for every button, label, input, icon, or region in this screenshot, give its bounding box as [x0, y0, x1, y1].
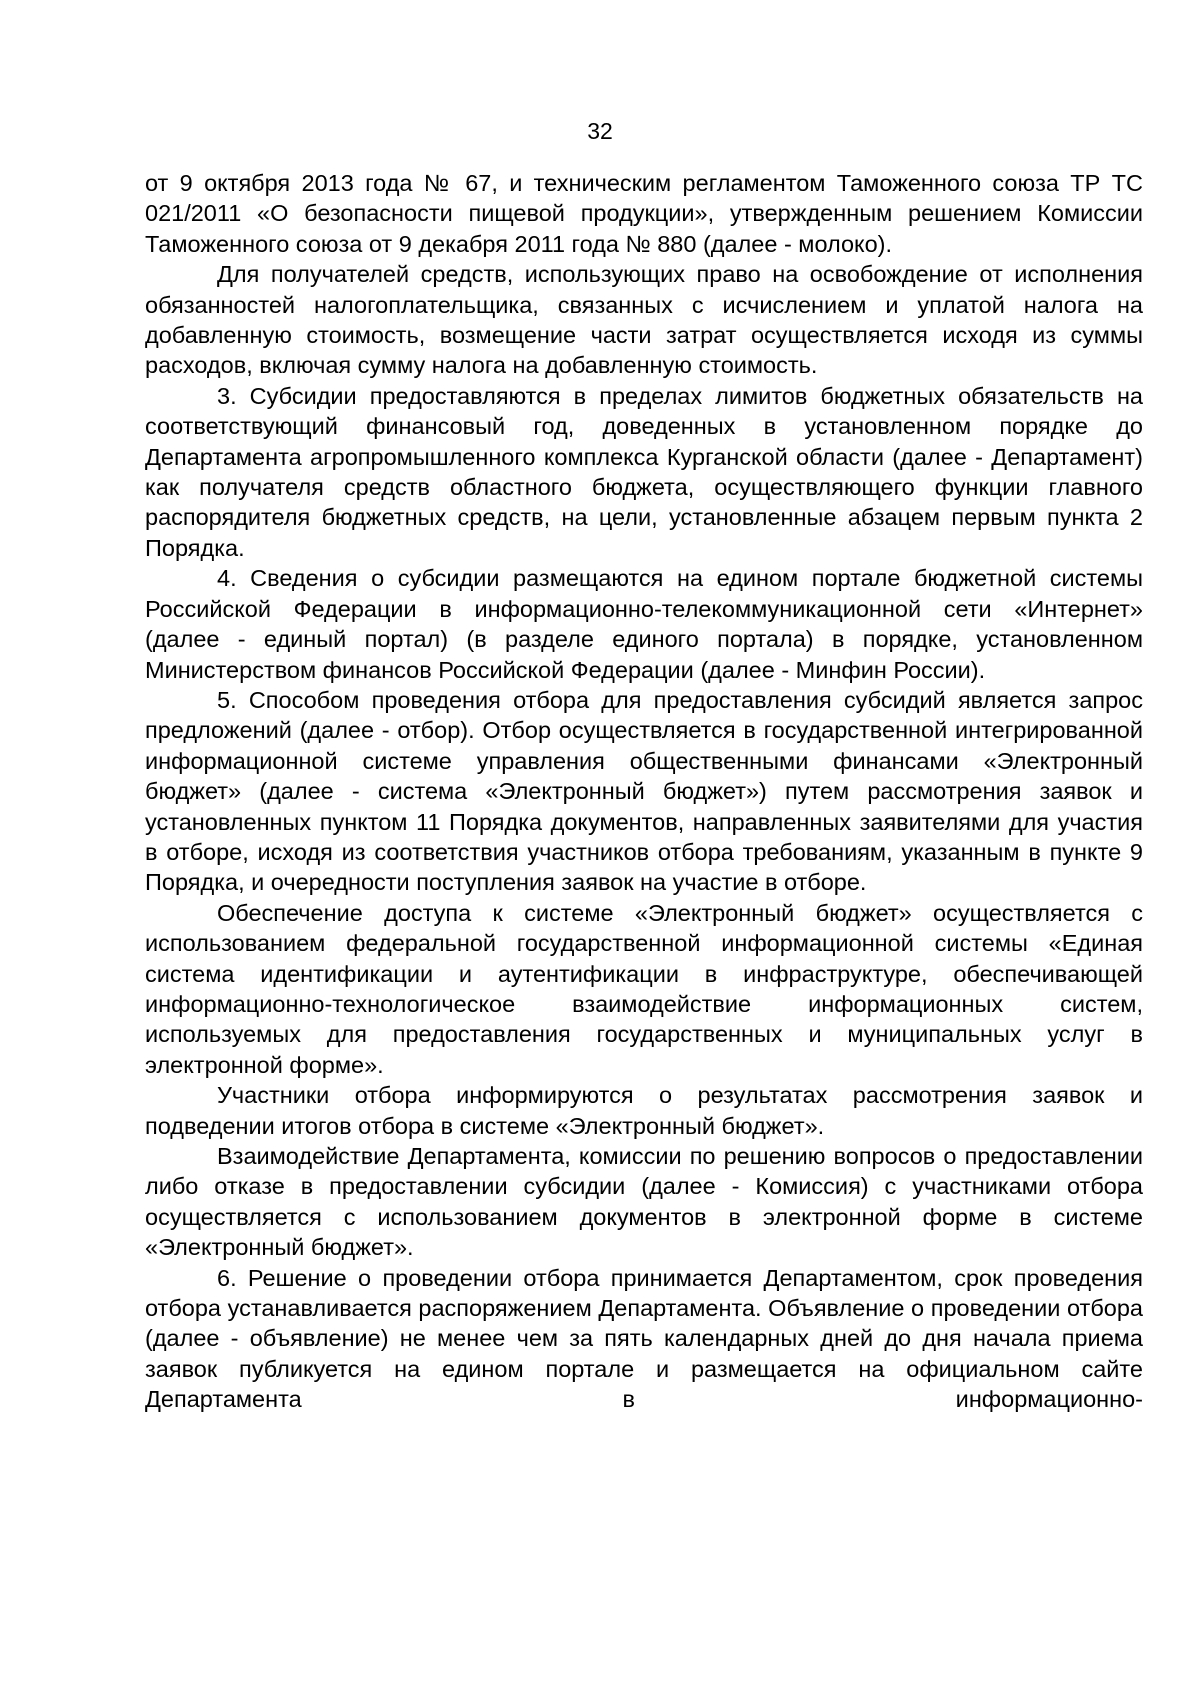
paragraph-item-4: 4. Сведения о субсидии размещаются на едином портале бюджетной системы Российской Федерации в информационно-телекоммуникационной сети «Интернет» (далее - единый портал) (в разделе единого портала) в порядке, установленном Министерством финансов Российской Федерации (далее - Минфин России). — [145, 565, 1143, 683]
paragraph-item-5: 5. Способом проведения отбора для предоставления субсидий является запрос предложений (далее - отбор). Отбор осуществляется в государственной интегрированной информационной системе управления общественными финансами «Электронный бюджет» (далее - система «Электронный бюджет») путем рассмотрения заявок и установленных пунктом 11 Порядка документов, направленных заявителями для участия в отборе, исходя из соответствия участников отбора требованиям, указанным в пункте 9 Порядка, и очередности поступления заявок на участие в отборе. — [145, 686, 1143, 896]
paragraph-participants: Участники отбора информируются о результатах рассмотрения заявок и подведении итогов отбора в системе «Электронный бюджет». — [145, 1082, 1143, 1139]
page-number: 32 — [587, 118, 613, 144]
paragraph-interaction: Взаимодействие Департамента, комиссии по решению вопросов о предоставлении либо отказе в предоставлении субсидии (далее - Комиссия) с участниками отбора осуществляется с использованием документов в электронной форме в системе «Электронный бюджет». — [145, 1143, 1143, 1261]
paragraph-access: Обеспечение доступа к системе «Электронный бюджет» осуществляется с использованием федеральной государственной информационной системы «Единая система идентификации и аутентификации в инфраструктуре, обеспечивающей информационно-технологическое взаимодействие информационных систем, используемых для предоставления государственных и муниципальных услуг в электронной форме». — [145, 899, 1143, 1078]
paragraph-vat-exemption: Для получателей средств, использующих право на освобождение от исполнения обязанностей налогоплательщика, связанных с исчислением и уплатой налога на добавленную стоимость, возмещение части затрат осуществляется исходя из суммы расходов, включая сумму налога на добавленную стоимость. — [145, 261, 1143, 379]
paragraph-item-6: 6. Решение о проведении отбора принимается Департаментом, срок проведения отбора устанавливается распоряжением Департамента. Объявление о проведении отбора (далее - объявление) не менее чем за пять календарных дней до дня начала приема заявок публикуется на едином портале и размещается на официальном сайте Департамента в информационно- — [145, 1264, 1143, 1413]
body-text — [145, 168, 1143, 1415]
paragraph-item-3: 3. Субсидии предоставляются в пределах лимитов бюджетных обязательств на соответствующий финансовый год, доведенных в установленном порядке до Департамента агропромышленного комплекса Курганской области (далее - Департамент) как получателя средств областного бюджета, осуществляющего функции главного распорядителя бюджетных средств, на цели, установленные абзацем первым пункта 2 Порядка. — [145, 382, 1143, 561]
paragraph-continuation: от 9 октября 2013 года № 67, и техническим регламентом Таможенного союза ТР ТС 021/2011 «О безопасности пищевой продукции», утвержденным решением Комиссии Таможенного союза от 9 декабря 2011 года № 880 (далее - молоко). — [145, 170, 1143, 257]
